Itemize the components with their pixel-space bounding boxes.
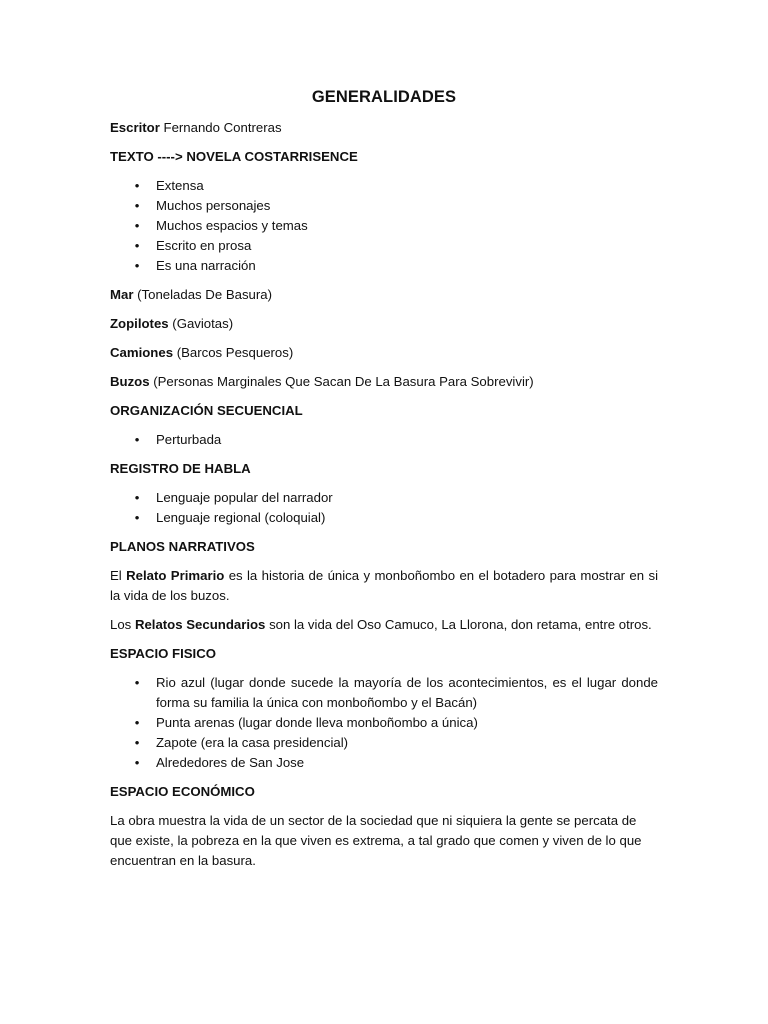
list-item <box>110 753 658 773</box>
list-item-text: Muchos espacios y temas <box>156 218 308 233</box>
symbol-term: Zopilotes <box>110 316 169 331</box>
symbol-meaning: (Personas Marginales Que Sacan De La Basura Para Sobrevivir) <box>153 374 534 389</box>
document-page <box>110 86 658 880</box>
list-item-text: Rio azul (lugar donde sucede la mayoría de los acontecimientos, es el lugar donde forma su familia la única con monboñombo y el Bacán) <box>156 675 658 710</box>
bullet-icon: • <box>134 178 140 193</box>
list-item-text: Perturbada <box>156 432 222 447</box>
paragraph-bold-term: Relato Primario <box>126 568 225 583</box>
bullet-icon: • <box>134 238 140 253</box>
planos-paragraph-primario <box>110 566 658 606</box>
author-name: Fernando Contreras <box>163 120 282 135</box>
registro-list <box>110 488 658 528</box>
symbol-line-zopilotes <box>110 314 658 334</box>
texto-heading: TEXTO ----> NOVELA COSTARRISENCE <box>110 149 358 164</box>
list-item <box>110 673 658 713</box>
organizacion-heading: ORGANIZACIÓN SECUENCIAL <box>110 403 303 418</box>
paragraph-text: es la historia de única y monboñombo en el botadero para mostrar en si la vida de los buzos. <box>110 568 659 603</box>
paragraph-text: El <box>110 568 122 583</box>
list-item-text: Extensa <box>156 178 204 193</box>
bullet-icon: • <box>134 755 140 770</box>
document-title: GENERALIDADES <box>311 88 457 106</box>
paragraph-bold-term: Relatos Secundarios <box>134 617 266 632</box>
organizacion-list <box>110 430 658 450</box>
list-item-text: Muchos personajes <box>156 198 271 213</box>
author-line <box>110 118 658 138</box>
texto-list <box>110 176 658 276</box>
symbol-line-camiones <box>110 343 658 363</box>
symbol-meaning: (Toneladas De Basura) <box>137 287 272 302</box>
list-item <box>110 488 658 508</box>
list-item <box>110 176 658 196</box>
list-item <box>110 508 658 528</box>
symbol-line-mar <box>110 285 658 305</box>
bullet-icon: • <box>134 198 140 213</box>
bullet-icon: • <box>134 510 140 525</box>
list-item-text: Lenguaje regional (coloquial) <box>156 510 326 525</box>
list-item <box>110 216 658 236</box>
symbol-meaning: (Barcos Pesqueros) <box>176 345 294 360</box>
symbol-line-buzos <box>110 372 658 392</box>
list-item-text: Punta arenas (lugar donde lleva monboñombo a única) <box>156 715 478 730</box>
list-item <box>110 430 658 450</box>
registro-heading: REGISTRO DE HABLA <box>110 461 251 476</box>
list-item-text: Lenguaje popular del narrador <box>156 490 333 505</box>
planos-paragraph-secundarios <box>110 615 658 635</box>
bullet-icon: • <box>134 675 140 690</box>
paragraph-text: Los <box>110 617 132 632</box>
symbol-term: Mar <box>110 287 134 302</box>
bullet-icon: • <box>134 490 140 505</box>
bullet-icon: • <box>134 432 140 447</box>
paragraph-text: son la vida del Oso Camuco, La Llorona, don retama, entre otros. <box>269 617 652 632</box>
list-item-text: Zapote (era la casa presidencial) <box>156 735 349 750</box>
bullet-icon: • <box>134 735 140 750</box>
bullet-icon: • <box>134 715 140 730</box>
espacio-fisico-heading: ESPACIO FISICO <box>110 646 217 661</box>
symbol-meaning: (Gaviotas) <box>172 316 234 331</box>
bullet-icon: • <box>134 218 140 233</box>
list-item <box>110 733 658 753</box>
list-item-text: Es una narración <box>156 258 256 273</box>
espacio-economico-paragraph: La obra muestra la vida de un sector de la sociedad que ni siquiera la gente se percata de que existe, la pobreza en la que viven es extrema, a tal grado que comen y viven de lo que encuentran en la basura. <box>110 813 642 868</box>
bullet-icon: • <box>134 258 140 273</box>
espacio-economico-heading: ESPACIO ECONÓMICO <box>110 784 255 799</box>
espacio-fisico-list <box>110 673 658 773</box>
author-label: Escritor <box>110 120 160 135</box>
symbol-term: Buzos <box>110 374 150 389</box>
list-item-text: Alrededores de San Jose <box>156 755 305 770</box>
list-item <box>110 196 658 216</box>
symbol-term: Camiones <box>110 345 174 360</box>
list-item <box>110 236 658 256</box>
list-item <box>110 256 658 276</box>
planos-heading: PLANOS NARRATIVOS <box>110 539 255 554</box>
list-item <box>110 713 658 733</box>
list-item-text: Escrito en prosa <box>156 238 252 253</box>
